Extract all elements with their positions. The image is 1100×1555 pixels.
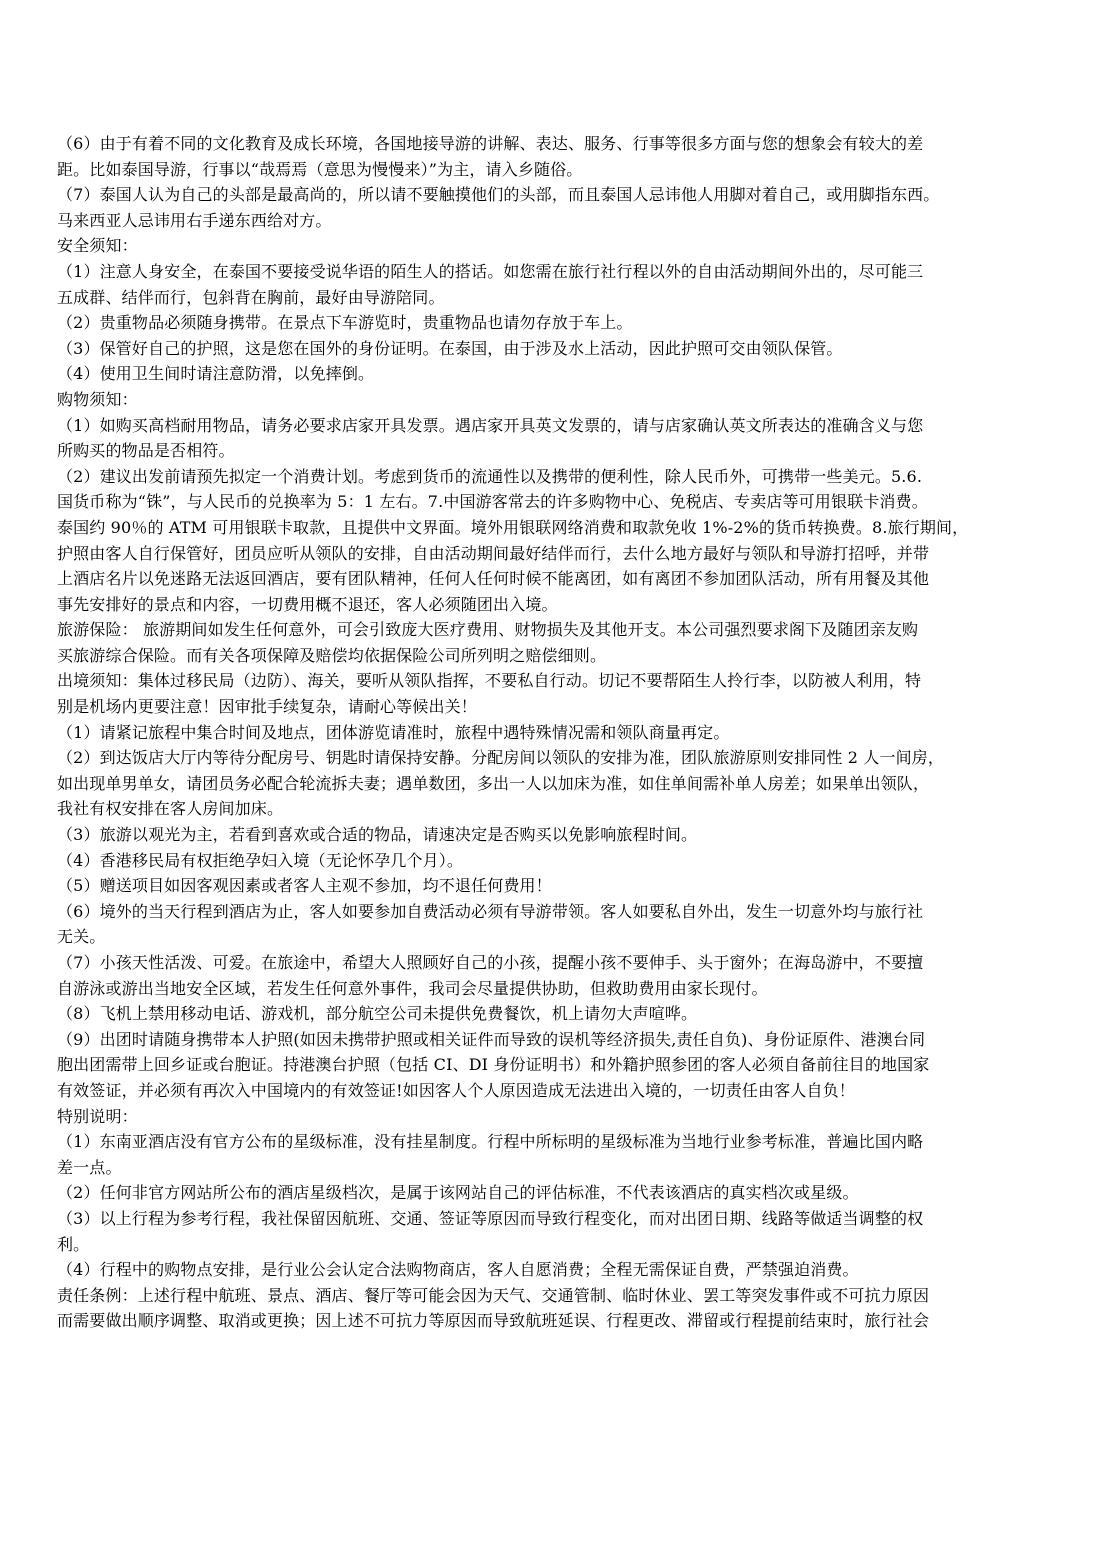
- text-line: （7）小孩天性活泼、可爱。在旅途中，希望大人照顾好自己的小孩，提醒小孩不要伸手、头于窗外；在海岛游中，不要擅: [57, 953, 924, 972]
- text-line: （8）飞机上禁用移动电话、游戏机，部分航空公司未提供免费餐饮，机上请勿大声喧哗。: [57, 1004, 698, 1024]
- text-line: 事先安排好的景点和内容，一切费用概不退还，客人必须随团出入境。: [57, 594, 558, 614]
- text-line: 无关。: [57, 927, 106, 947]
- text-line: （4）使用卫生间时请注意防滑，以免摔倒。: [57, 364, 375, 384]
- text-line: （4）行程中的购物点安排，是行业公会认定合法购物商店，客人自愿消费；全程无需保证自费，严禁强迫消费。: [57, 1260, 859, 1280]
- text-line: 责任条例：上述行程中航班、景点、酒店、餐厅等可能会因为天气、交通管制、临时休业、罢工等突发事件或不可抗力原因: [57, 1285, 930, 1305]
- text-line: （6）境外的当天行程到酒店为止，客人如要参加自费活动必须有导游带领。客人如要私自外出，发生一切意外均与旅行社: [57, 901, 924, 921]
- section-heading: 购物须知：: [57, 389, 138, 409]
- text-line: 有效签证，并必须有再次入中国境内的有效签证!如因客人个人原因造成无法进出入境的，一切责任由客人自负！: [57, 1080, 855, 1100]
- text-line: （2）建议出发前请预先拟定一个消费计划。考虑到货币的流通性以及携带的便利性，除人民币外，可携带一些美元。5.6.: [57, 466, 923, 486]
- text-line: 我社有权安排在客人房间加床。: [57, 799, 284, 819]
- text-line: （4）香港移民局有权拒绝孕妇入境（无论怀孕几个月）。: [57, 850, 464, 870]
- text-line: （1）注意人身安全，在泰国不要接受说华语的陌生人的搭话。如您需在旅行社行程以外的自由活动期间外出的，尽可能三: [57, 261, 924, 281]
- text-line: 旅游保险： 旅游期间如发生任何意外，可会引致庞大医疗费用、财物损失及其他开支。本公司强烈要求阁下及随团亲友购: [57, 620, 919, 640]
- text-line: 马来西亚人忌讳用右手递东西给对方。: [57, 210, 332, 230]
- text-line: （3）以上行程为参考行程，我社保留因航班、交通、签证等原因而导致行程变化，而对出团日期、线路等做适当调整的权: [57, 1208, 924, 1228]
- text-line: 国货币称为“铢”，与人民币的兑换率为 5：1 左右。7.中国游客常去的许多购物中心、免税店、专卖店等可用银联卡消费。: [57, 492, 928, 512]
- text-line: 五成群、结伴而行，包斜背在胸前，最好由导游陪同。: [57, 287, 445, 307]
- section-heading: 安全须知：: [57, 236, 138, 256]
- text-line: （1）如购买高档耐用物品，请务必要求店家开具发票。遇店家开具英文发票的，请与店家确认英文所表达的准确含义与您: [57, 415, 924, 435]
- text-line: （2）贵重物品必须随身携带。在景点下车游览时，贵重物品也请勿存放于车上。: [57, 313, 633, 333]
- text-line: 如出现单男单女，请团员务必配合轮流拆夫妻；遇单数团，多出一人以加床为准，如住单间需补单人房差；如果单出领队，: [57, 773, 930, 793]
- text-line: 出境须知：集体过移民局（边防）、海关，要听从领队指挥，不要私自行动。切记不要帮陌生人拎行李，以防被人利用，特: [57, 671, 922, 691]
- text-line: （2）到达饭店大厅内等待分配房号、钥匙时请保持安静。分配房间以领队的安排为准，团队旅游原则安排同性 2 人一间房，: [57, 748, 945, 768]
- text-line: （3）旅游以观光为主，若看到喜欢或合适的物品，请速决定是否购买以免影响旅程时间。: [57, 825, 698, 845]
- text-line: （3）保管好自己的护照，这是您在国外的身份证明。在泰国，由于涉及水上活动，因此护照可交由领队保管。: [57, 338, 843, 358]
- text-line: 胞出团需带上回乡证或台胞证。持港澳台护照（包括 CI、DI 身份证明书）和外籍护照参团的客人必须自备前往目的地国家: [57, 1055, 930, 1075]
- text-line: （7）泰国人认为自己的头部是最高尚的，所以请不要触摸他们的头部，而且泰国人忌讳他人用脚对着自己，或用脚指东西。: [57, 185, 940, 205]
- text-line: 买旅游综合保险。而有关各项保障及赔偿均依据保险公司所列明之赔偿细则。: [57, 645, 607, 665]
- text-line: 泰国约 90％的 ATM 可用银联卡取款，且提供中文界面。境外用银联网络消费和取款免收 1%-2%的货币转换费。8.旅行期间，: [57, 517, 969, 537]
- text-line: 护照由客人自行保管好，团员应听从领队的安排，自由活动期间最好结伴而行，去什么地方最好与领队和导游打招呼，并带: [57, 543, 930, 563]
- text-line: （1）东南亚酒店没有官方公布的星级标准，没有挂星制度。行程中所标明的星级标准为当地行业参考标准，普遍比国内略: [57, 1132, 924, 1152]
- text-line: 而需要做出顺序调整、取消或更换；因上述不可抗力等原因而导致航班延误、行程更改、滞留或行程提前结束时，旅行社会: [57, 1311, 930, 1331]
- text-line: 上酒店名片以免迷路无法返回酒店，要有团队精神，任何人任何时候不能离团，如有离团不参加团队活动，所有用餐及其他: [57, 569, 930, 589]
- text-line: 别是机场内更要注意！因审批手续复杂，请耐心等候出关！: [57, 697, 477, 717]
- text-line: （5）赠送项目如因客观因素或者客人主观不参加，均不退任何费用！: [57, 876, 552, 896]
- text-line: 利。: [57, 1234, 90, 1254]
- text-line: 距。比如泰国导游，行事以“哉焉焉（意思为慢慢来）”为主，请入乡随俗。: [57, 159, 583, 179]
- section-heading: 特别说明：: [57, 1106, 138, 1126]
- text-line: 自游泳或游出当地安全区域，若发生任何意外事件，我司会尽量提供协助，但救助费用由家长现付。: [57, 978, 768, 998]
- text-line: （9）出团时请随身携带本人护照(如因未携带护照或相关证件而导致的误机等经济损失,责任自负)、身份证原件、港澳台同: [57, 1029, 926, 1049]
- text-line: （6）由于有着不同的文化教育及成长环境，各国地接导游的讲解、表达、服务、行事等很多方面与您的想象会有较大的差: [57, 134, 924, 153]
- text-line: （1）请紧记旅程中集合时间及地点，团体游览请准时，旅程中遇特殊情况需和领队商量再定。: [57, 722, 730, 742]
- text-line: （2）任何非官方网站所公布的酒店星级档次，是属于该网站自己的评估标准，不代表该酒店的真实档次或星级。: [57, 1183, 859, 1203]
- text-line: 差一点。: [57, 1157, 122, 1177]
- text-line: 所购买的物品是否相符。: [57, 441, 235, 461]
